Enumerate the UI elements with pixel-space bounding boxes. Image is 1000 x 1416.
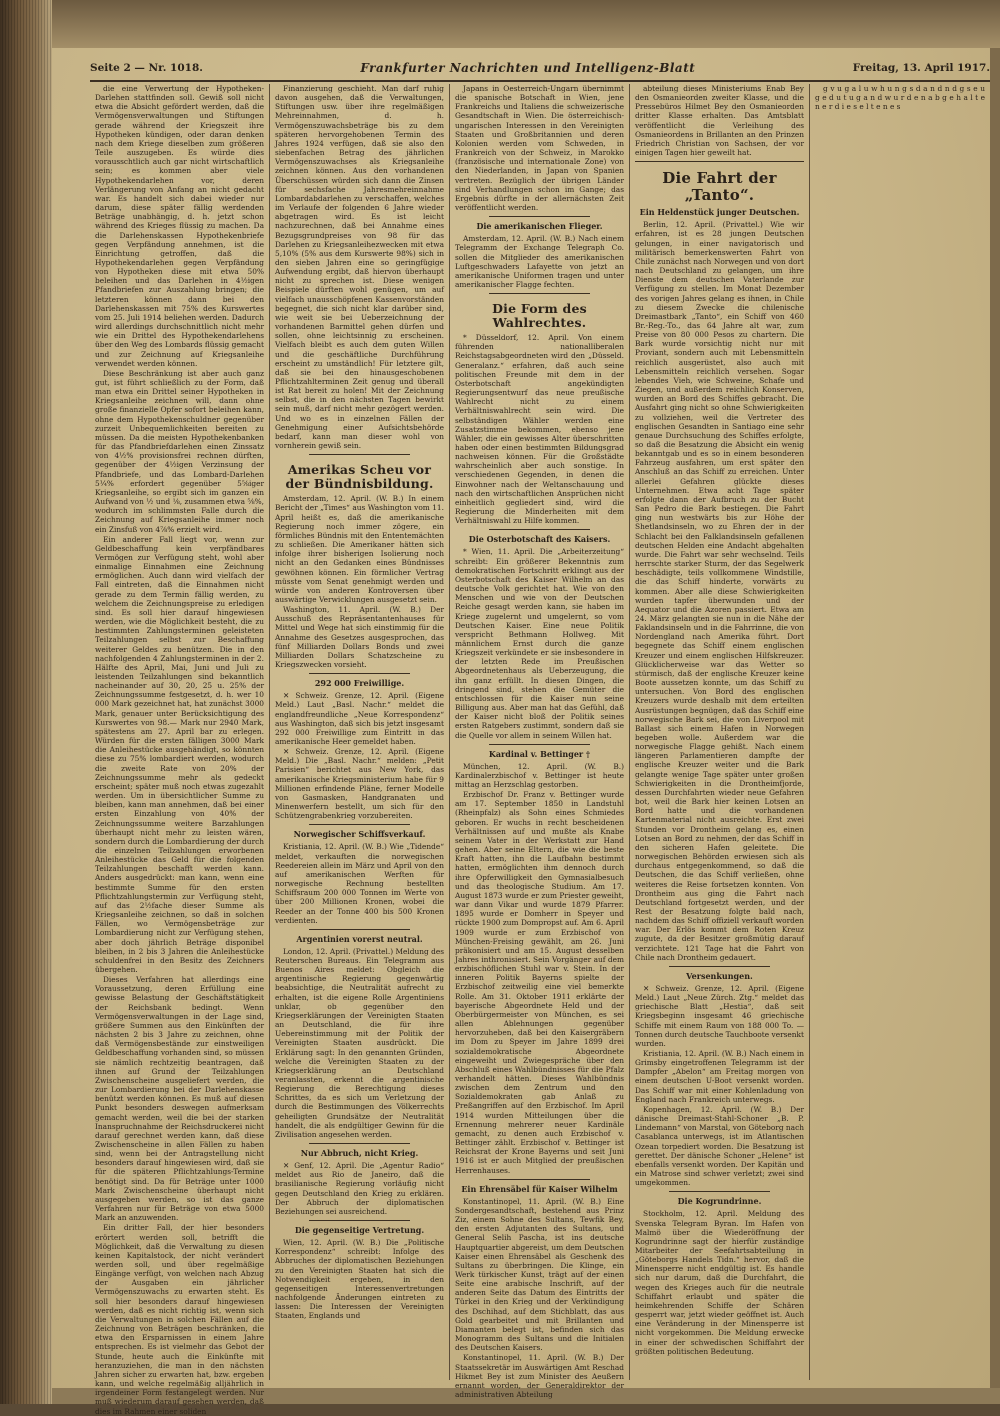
issue-date: Freitag, 13. April 1917.: [852, 62, 990, 74]
article-subheadline: Die amerikanischen Flieger.: [476, 221, 603, 232]
section-divider: [309, 1220, 410, 1221]
newspaper-title: Frankfurter Nachrichten und Intelligenz-Blatt: [360, 61, 696, 75]
article-paragraph: Finanzierung geschieht. Man darf ruhig davon ausgehen, daß die Verwaltungen, Stiftungen usw. über ihre regelmäßigen Mehreinnahmen, d. h. Vermögenszuwachsbeträge bis zu dem späteren hervorgehobenen Termin des Jahres 1924 verfügen, daß sie also den siebenfachen Betrag des jährlichen Vermögenszuwachses als Kriegsanleihe zeichnen können. Aus den vorhandenen Überschüssen würden sich dann die Zinsen für sechsfache Jahresmehreinnahme Lombardabdarlehen zu verschaffen, welches im Verlaufe der folgenden 6 Jahre wieder abgetragen wird. Es ist leicht nachzurechnen, daß bei Annahme eines Bezugsgrundpreises von 98 für das Darlehen zu Kriegsanleihezwecken mit etwa 5,10% (5% aus dem Kurswerte 98%) sich in den sieben Jahren eine so geringfügige Aufwendung ergibt, daß hiervon überhaupt nicht zu sprechen ist. Diese wenigen Beispiele dürften wohl genügen, um auf vielfach unausschöpfenen Kassenvorständen begegnet, die sich nicht klar darüber sind, wie weit sie bei Ueberzeichnung der vorhandenen Barmittel gehen dürfen und sollen, ohne leichtsinnig zu erscheinen. Vielfach bleibt es auch dem guten Willen und die geschäftliche Durchführung erscheint zu umständlich! Für letztere gilt, daß sie bei den hinausgeschobenen Pflichtzahlterminen Zeit genug und überall ist Rat bereit zu holen! Mit der Zeichnung selbst, die in den nächsten Tagen bewirkt sein muß, darf nicht mehr gezögert werden. Und wo es in einzelnen Fällen der Genehmigung einer Aufsichtsbehörde bedarf, kann man dieser wohl von vornherein gewiß sein.: [275, 84, 444, 451]
newspaper-page: [52, 48, 990, 1416]
section-divider: [309, 1143, 410, 1144]
header-rule: [90, 80, 990, 82]
column-1: [90, 84, 270, 1416]
article-subheadline: Die Osterbotschaft des Kaisers.: [468, 534, 611, 545]
article-paragraph: München, 12. April. (W. B.) Kardinalerzbischof v. Bettinger ist heute mittag an Herzschlag gestorben.: [455, 761, 624, 789]
book-binding: [0, 0, 52, 1404]
column-3: [450, 84, 630, 1399]
section-divider: [669, 1191, 770, 1192]
article-paragraph: Wien, 12. April. (W. B.) Die „Politische Korrespondenz“ schreibt: Infolge des Abbruches der diplomatischen Beziehungen zu den Vereinigten Staaten hat sich die Notwendigkeit ergeben, in den gegenseitigen Interessenvertretungen nachfolgende Änderungen eintreten zu lassen: Die Interessen der Vereinigten Staaten, Englands und: [275, 1238, 444, 1321]
section-divider: [489, 1179, 590, 1180]
article-paragraph: g v u g a l u w h u n g s d a n d n d g s e u g e d u t u g a n d w u r d e n a b g e h a l t e n e r d i e s e l t e n e s: [815, 84, 985, 112]
article-paragraph: ✕ Genf, 12. April. Die „Agentur Radio“ meldet aus Rio de Janeiro, daß die brasilianische Regierung vorläufig nicht gegen Deutschland den Krieg zu erklären. Der Abbruch der diplomatischen Beziehungen sei ausreichend.: [275, 1161, 444, 1216]
article-paragraph: abteilung dieses Ministeriums Enab Bey den Osmanieorden zweiter Klasse, und die Pressebüros Hilmet Bey den Osmanieorden dritter Klasse erhalten. Das Amtsblatt veröffentlicht die Verleihung des Osmanieordens in Brillanten an den Prinzen Friedrich Christian von Sachsen, der vor einigen Tagen hier geweilt hat.: [635, 84, 804, 158]
article-paragraph: Dieses Verfahren hat allerdings eine Voraussetzung, deren Erfüllung eine gewisse Belastung der Geschäftstätigkeit der Reichsbank bedingt. Wenn Vermögensverwaltungen in der Lage sind, größere Summen aus den Einkünften der nächsten 2 bis 3 Jahre zu zeichnen, ohne daß Vermögensbestände zur einstweiligen Geldbeschaffung vorhanden sind, so müssen sie nämlich rechtzeitig beantragen, daß ihnen auf Grund der Teilzahlungen Zwischenscheine ausgeliefert werden, die zur Lombardierung bei der Darlehenskasse benützt werden können. Es muß auf diesen Punkt besonders deswegen aufmerksam gemacht werden, weil die bei der starken Inanspruchnahme der Reichsdruckerei nicht darauf gerechnet werden kann, daß diese Zwischenscheine in allen Fällen zu haben sind, wenn bei der Antragstellung nicht besonders darauf hingewiesen wird, daß sie für die späteren Pflichtzahlungs-Termine benötigt sind. Da für Beträge unter 1000 Mark Zwischenscheine überhaupt nicht ausgegeben werden, so ist das ganze Verfahren nur für Beträge von etwa 5000 Mark an anzuwenden.: [95, 975, 264, 1223]
section-divider: [635, 161, 804, 162]
section-divider: [309, 673, 410, 674]
article-paragraph: ✕ Schweiz. Grenze, 12. April. (Eigene Meld.) Laut „Basl. Nachr.“ meldet die englandfreundliche „Neue Korrespondenz“ aus Washington, daß sich bis jetzt insgesamt 292 000 Freiwillige zum Eintritt in das amerikanische Heer gemeldet haben.: [275, 691, 444, 746]
article-subheadline: Versenkungen.: [686, 970, 753, 981]
section-divider: [489, 216, 590, 217]
column-4: [630, 84, 810, 1380]
section-divider: [489, 744, 590, 745]
article-paragraph: Ein dritter Fall, der hier besonders erörtert werden soll, betrifft die Möglichkeit, daß die Verwaltung zu diesen keinen Kapitalstock, der nicht verändert werden soll, und über regelmäßige Eingänge verfügt, von welchen nach Abzug der Ausgaben ein jährlicher Vermögenszuwachs zu erwarten steht. Es soll hier besonders darauf hingewiesen werden, daß es nicht richtig ist, wenn sich die Verwaltungen in solchen Fällen auf die Zeichnung von Beträgen beschränken, die etwa den Ersparnissen in einem Jahre entsprechen. Es ist vielmehr das Gebot der Stunde, heute auch die Einkünfte mit heranzuziehen, die man in den nächsten Jahren sicher zu erwarten hat, bzw. ergeben kann, und welche regelmäßig alljährlich in irgendeiner Form festangelegt werden. Nur muß wiederum darauf gesehen werden, daß dies im Rahmen einer soliden: [95, 1223, 264, 1416]
section-divider: [309, 929, 410, 930]
column-2: [270, 84, 450, 1380]
article-headline: Amerikas Scheu vor der Bündnisbildung.: [285, 462, 434, 492]
article-columns: [90, 84, 990, 1416]
article-paragraph: * Wien, 11. April. Die „Arbeiterzeitung“ schreibt: Ein größerer Bekenntnis zum demokratischen Fortschritt erklingt aus der Osterbotschaft des Kaiser Wilhelm an das deutsche Volk gerichtet hat. Wie von den Menschen und wie von der Deutschen Reiche gesagt werden kann, sie haben im Kriege zugelernt und umgelernt, so vom Deutschen Kaiser. Eine neue Politik verspricht Bethmann Hollweg. Mit männlichem Ernst durch die ganze Kriegszeit verkündete er sie insbesondere in der letzten Rede im Preußischen Abgeordnetenhaus als Ueberzeugung, die ihn ganz erfüllt. In diesen Dingen, die dringend sind, stehen die Gemüter die entschlossen für die Kaiser nun seine Billigung aus. Aber man hat das Gefühl, daß der Kaiser nicht bloß der Politik seines ersten Ratgebers zustimmt, sondern daß sie die Quelle vor allem in seinem Willen hat.: [455, 547, 624, 740]
article-paragraph: Amsterdam, 12. April. (W. B.) In einem Bericht der „Times“ aus Washington vom 11. April heißt es, daß die amerikanische Regierung noch immer zögere, ein förmliches Bündnis mit den Ententemächten zu schließen. Die Amerikaner hätten sich infolge ihrer bisherigen Isolierung noch nicht an den Gedanken eines Bündnisses gewöhnen können. Ein förmlicher Vertrag müsste vom Senat genehmigt werden und würde von anderen Kontroversen über auswärtige Verwicklungen ausgesetzt sein.: [275, 494, 444, 604]
article-paragraph: * Düsseldorf, 12. April. Von einem führenden nationalliberalen Reichstagsabgeordneten wird den „Düsseld. Generalanz.“ erfahren, daß auch seine politischen Freunde mit dem in der Osterbotschaft angekündigten Regierungsentwurf das neue preußische Wahlrecht nicht zu einem Verhältniswahlrecht sein wird. Die selbständigen Wähler werden eine Zusatzstimme bekommen, ebenso jene Wähler, die ein gewisses Alter überschritten haben oder einen bestimmten Bildungsgrad nachweisen können. Für die Großstädte wahrscheinlich aber auch sonstige. In verschiedenen Gegenden, in denen die Einwohner nach der Weltanschauung und nach den wirtschaftlichen Ansprüchen nicht einheitlich gegliedert sind, wird die Regierung die Minderheiten mit dem Verhältniswahl zu Hilfe kommen.: [455, 333, 624, 526]
article-paragraph: Diese Beschränkung ist aber auch ganz gut, ist führt schließlich zu der Form, daß man etwa ein Drittel seiner Hypotheken in Kriegsanleihe zeichnen will, dann ohne große finanzielle Opfer sofort beleihen kann, ohne dem Hypothekenschuldner gegenüber zurzeit Unbequemlichkeiten bereiten zu müssen. Da die meisten Hypothekenbanken für das Pfandbriefdarlehen einen Zinssatz von 4½% provisionsfrei rechnen dürften, gegenüber der 4½igen Verzinsung der Pfandbriefe, und das Lombard-Darlehen 5¼% erfordert gegenüber 5⅝iger Kriegsanleihe, so ergibt sich im ganzen ein Aufwand von ½ und ⅛, zusammen etwa ⅝%, wodurch im schlimmsten Falle durch die Zeichnung auf Kriegsanleihe immer noch ein Zinsfuß von 4⅞% erzielt wird.: [95, 368, 264, 534]
article-subheadline: Nur Abbruch, nicht Krieg.: [300, 1148, 419, 1159]
section-divider: [309, 824, 410, 825]
article-paragraph: Washington, 11. April. (W. B.) Der Ausschuß des Repräsentantenhauses für Mittel und Wege hat sich einstimmig für die Annahme des Gesetzes ausgesprochen, das fünf Milliarden Dollars Bonds und zwei Milliarden Dollars Schatzscheine zu Kriegszwecken vorsieht.: [275, 605, 444, 670]
article-subheadline: Kardinal v. Bettinger †: [488, 748, 591, 759]
article-paragraph: Konstantinopel, 11. April. (W. B.) Eine Sondergesandtschaft, bestehend aus Prinz Ziz, einem Sohne des Sultans, Tewfik Bey, den ersten Adjutanten des Sultans, und General Selih Pascha, ist ins deutsche Hauptquartier abgereist, um dem Deutschen Kaiser einen Ehrensäbel als Geschenk des Sultans zu überbringen. Die Klinge, ein Werk türkischer Kunst, trägt auf der einen Seite eine arabische Inschrift, auf der anderen Seite das Datum des Eintritts der Türkei in den Krieg und der Verkündigung des Dschihad, auf dem Stichblatt, das aus Gold gearbeitet und mit Brillanten und Diamanten belegt ist, befinden sich das Monogramm des Sultans und die Initialen des Deutschen Kaisers.: [455, 1196, 624, 1353]
article-subheadline: 292 000 Freiwillige.: [314, 678, 405, 689]
page-number: Seite 2 — Nr. 1018.: [90, 62, 203, 74]
article-paragraph: Amsterdam, 12. April. (W. B.) Nach einem Telegramm der Exchange Telegraph Co. sollen die Mitglieder des amerikanischen Luftgeschwaders Lafayette von jetzt an amerikanische Uniformen tragen und unter amerikanischer Flagge fechten.: [455, 234, 624, 289]
page-header: [90, 58, 990, 78]
article-subheadline: Argentinien vorerst neutral.: [296, 933, 423, 944]
article-subheadline: Die Kogrundrinne.: [677, 1196, 762, 1207]
article-paragraph: Erzbischof Dr. Franz v. Bettinger wurde am 17. September 1850 in Landstuhl (Rheinpfalz) als Sohn eines Schmiedes geboren. Er wuchs in recht bescheidenen Verhältnissen auf und mußte als Knabe seinem Vater in der Werkstatt zur Hand gehen. Aber seine Eltern, die wie die beste Kraft hatten, ihn die Laufbahn bestimmt hatten, ermöglichten ihm dennoch durch ihre Opferwilligkeit den Gymnasialbesuch und das theologische Studium. Am 17. August 1873 wurde er zum Priester geweiht, war dann Vikar und wurde 1879 Pfarrer. 1895 wurde er Domherr in Speyer und rückte 1900 zum Dompropst auf. Am 6. April 1909 wurde er zum Erzbischof von München-Freising gewählt, am 26. Juni präkonisiert und am 15. August desselben Jahres inthronisiert. Sein Vorgänger auf dem erzbischöflichen Stuhl war v. Stein. In der inneren Politik Bayerns spielte der Erzbischof zeitweilig eine viel bemerkte Rolle. Am 31. Oktober 1911 erklärte der bayerische Abgeordnete Held und der Oberbürgermeister von München, es sei allen Ablehnungen gegenüber hervorzuheben, daß bei den Kaisergräbern im Dom zu Speyer im Jahre 1899 drei sozialdemokratische Abgeordnete eingeweiht und Zwiegespräche über den Abschluß eines Wahlbündnisses für die Pfalz verhandelt hätten. Dieses Wahlbündnis zwischen dem Zentrum und den Sozialdemokraten gab Anlaß zu Preßangriffen auf den Erzbischof. Im April 1914 wurden Mitteilungen über die Ernennung mehrerer neuer Kardinäle gemacht, zu denen auch Erzbischof v. Bettinger zählt. Erzbischof v. Bettinger ist Reichsrat der Krone Bayerns und seit Juni 1916 ist er auch Mitglied der preußischen Herrenhauses.: [455, 790, 624, 1175]
article-subheadline: Die gegenseitige Vertretung.: [294, 1225, 425, 1236]
article-subheadline: Ein Heldenstück junger Deutschen.: [639, 207, 800, 218]
article-headline: Die Fahrt der „Tanto“.: [662, 169, 777, 205]
section-divider: [489, 529, 590, 530]
article-paragraph: Kristiania, 12. April. (W. B.) Wie „Tidende“ meldet, verkauften die norwegischen Reedereien allein im März und April von den auf amerikanischen Werften für norwegische Rechnung bestellten Schiffsraum 200 000 Tonnen im Werte von über 200 Millionen Kronen, wobei die Reeder an der Tonne 400 bis 500 Kronen verdienten.: [275, 842, 444, 925]
column-5: [810, 84, 990, 1380]
article-paragraph: Kristiania, 12. April. (W. B.) Nach einem in Grimsby eingetroffenen Telegramm ist der Dampfer „Abelon“ am Freitag morgen von einem deutschen U-Boot versenkt worden. Das Schiff war mit einer Kohlenladung von England nach Frankreich unterwegs.: [635, 1049, 804, 1104]
article-headline: Die Form des Wahlrechtes.: [492, 301, 587, 331]
article-paragraph: Kopenhagen, 12. April. (W. B.) Der dänische Dreimast-Stahl-Schoner „B. P. Lindemann“ von Marstal, von Göteborg nach Casablanca unterwegs, ist im Atlantischen Ozean torpediert worden. Die Besatzung ist gerettet. Der dänische Schoner „Helene“ ist ebenfalls versenkt worden. Der Kapitän und ein Matrose sind schwer verletzt; zwei sind umgekommen.: [635, 1104, 804, 1188]
article-paragraph: Konstantinopel, 11. April. (W. B.) Der Staatssekretär im Auswärtigen Amt Reschad Hikmet Bey ist zum Minister des Aeußern ernannt worden, der Generaldirektor der administrativen Abteilung: [455, 1353, 624, 1399]
scan-right-edge: [990, 48, 1000, 1404]
article-paragraph: Stockholm, 12. April. Meldung des Svenska Telegram Byran. Im Hafen von Malmö über die Wiederöffnung der Kogrundrinne sagt der hierfür zuständige Mitarbeiter der Seefahrtsabteilung in „Göteborgs Handels Tidn.“ hervor, daß die Minensperre nicht endgültig ist. Es handle sich nur darum, daß die Durchfahrt, die wegen des Krieges auch für die neutrale Schiffahrt erlaubt und später die heimkehrenden Schiffe der Schären gesperrt war, jetzt wieder geöffnet ist. Auch eine Veränderung in der Minensperre ist nicht vorgekommen. Die Meldung erwecke in einer der schwedischen Schiffahrt der größten politischen Bedeutung.: [635, 1209, 804, 1356]
section-divider: [309, 454, 410, 455]
article-subheadline: Ein Ehrensäbel für Kaiser Wilhelm: [461, 1183, 618, 1194]
article-paragraph: London, 12. April. (Privattel.) Meldung des Reuterschen Bureaus. Ein Telegramm aus Buenos Aires meldet: Obgleich die argentinische Regierung gegenwärtig beabsichtige, die Neutralität aufrecht zu erhalten, ist die eigene Rolle Argentiniens unklar, ob gegenüber den Kriegserklärungen der Vereinigten Staaten an Deutschland, die für ihre Uebereinstimmung mit der Politik der Vereinigten Staaten ausdrückt. Die Erklärung sagt: In den genannten Gründen, welche die Vereinigten Staaten zu der Kriegserklärung an Deutschland veranlassten, erkennt die argentinische Regierung die Berechtigung dieses Schrittes, da es sich um Verletzung der durch die Bestimmungen des Völkerrechts geheiligten Grundsätze der Neutralität handelt, die als endgültiger Gewinn für die Zivilisation angesehen werden.: [275, 946, 445, 1139]
article-paragraph: Berlin, 12. April. (Privattel.) Wie wir erfahren, ist es 28 jungen Deutschen gelungen, in einer navigatorisch und militärisch bemerkenswerten Fahrt von Chile zunächst nach Norwegen und von dort nach Deutschland zu gelangen, um ihre Dienste dem deutschen Vaterlande zur Verfügung zu stellen. Im Monat Dezember des vorigen Jahres gelang es ihnen, in Chile zu diesem Zwecke die chilenische Dreimastbark „Tanto“, ein Schiff von 460 Br.-Reg.-To., das 64 Jahre alt war, zum Preise von 80 000 Pesos zu chartern. Die Bark wurde vorsichtig nicht nur mit Proviant, sondern auch mit Lebensmitteln reichlich ausgerüstet, also auch mit Lebensmitteln reichlich versehen. Sogar lebendes Vieh, wie Schweine, Schafe und Ziegen, und außerdem reichlich Konserven, wurden an Bord des Schiffes gebracht. Die Ausfahrt ging nicht so ohne Schwierigkeiten zu vollziehen, weil die Vertreter des englischen Gesandten in Santiago eine sehr genaue Durchsuchung des Schiffes erfolgte, so daß die Besatzung die Absicht ein wenig bekanntgab und es so in einem besonderen Fahrzeug ausfahren, um erst später den Anschluß an das Schiff zu erreichen. Unter allerlei Gefahren glückte dieses Unternehmen. Etwa acht Tage später erfolgte dann der Aufbruch zu der Bucht San Pedro die Bark bestiegen. Die Fahrt ging nun westwärts bis zur Höhe der Shetlandsinseln, wo zu Ehren der in der Schlacht bei den Falklandsinseln gefallenen deutschen Helden eine Andacht abgehalten wurde. Die Fahrt war sehr wechselnd. Teils herrschte starker Sturm, der das Segelwerk beschädigte, teils vollkommene Windstille, die das Schiff hinderte, vorwärts zu kommen. Aber alle diese Schwierigkeiten wurden tapfer überwunden und der Aequator und die Azoren passiert. Etwa am 24. März gelangten sie nun in die Nähe der Faklandsinseln und in die Fahrrinne, die von Nordengland nach Amerika führt. Dort begegnete das Schiff einem englischen Kreuzer und einem englischen Hilfskreuzer. Glücklicherweise war das Wetter so stürmisch, daß der englische Kreuzer keine Boote aussetzen konnte, um das Schiff zu untersuchen. Von Bord des englischen Kreuzers wurde deshalb mit dem erteilten Ausrüstungen begnügen, daß das Schiff eine norwegische Bark sei, die von Liverpool mit Ballast sich einem Hafen in Norwegen begeben wolle. Außerdem war die norwegische Flagge gehißt. Nach einem längeren Parlamentieren dampfte der englische Kreuzer weiter und die Bark gelangte wenige Tage später unter großen Schwierigkeiten in die Drontheimfjorde, dessen Durchfahrten wieder neue Gefahren bot, weil die Bark hier keinen Lotsen an Bord hatte und die vorhandenen Kartenmaterial nicht ausreichte. Erst zwei Stunden vor Drontheim gelang es, einen Lotsen an Bord zu nehmen, der das Schiff in den sicheren Hafen geleitete. Die norwegischen Behörden erwiesen sich als durchaus entgegenkommend, so daß die Deutschen, die das Schiff verließen, ohne weiteres die Reise fortsetzen konnten. Von Drontheim aus ging die Fahrt nach Deutschland fortgesetzt werden, und der Rest der Besatzung folgte bald nach, nachdem das Schiff offiziell verkauft worden war. Der Erlös kommt dem Roten Kreuz zugute, da der Besitzer großmütig darauf verzichtete. 121 Tage hat die Fahrt von Chile nach Drontheim gedauert.: [635, 220, 804, 962]
section-divider: [669, 966, 770, 967]
article-paragraph: ✕ Schweiz. Grenze, 12. April. (Eigene Meld.) Laut „Neue Zürch. Ztg.“ meldet das griechische Blatt „Hestia“, daß seit Kriegsbeginn insgesamt 46 griechische Schiffe mit einem Raum von 188 000 To. — Tonnen durch deutsche Tauchboote versenkt wurden.: [635, 983, 804, 1048]
article-paragraph: Japans in Oesterreich-Ungarn übernimmt die spanische Botschaft in Wien, jene Frankreichs und Italiens die schweizerische Gesandtschaft in Wien. Die österreichisch-ungarischen Interessen in den Vereinigten Staaten und Großbritannien und deren Kolonien werden vom Schweden, in Frankreich von der Schweiz, in Marokko (französische und internationale Zone) von den Niederlanden, in Japan von Spanien vertreten. Bezüglich der übrigen Länder sind Verhandlungen schon im Gange; das Ergebnis dürfte in der allernächsten Zeit veröffentlicht werden.: [455, 84, 624, 213]
article-subheadline: Norwegischer Schiffsverkauf.: [293, 829, 426, 840]
section-divider: [489, 293, 590, 294]
article-paragraph: Ein anderer Fall liegt vor, wenn zur Geldbeschaffung kein verpfändbares Vermögen zur Verfügung steht, wohl aber einmalige Einnahmen eine Zeichnung ermöglichen. Auch dann wird vielfach der Fall eintreten, daß die Einnahmen nicht gerade zu dem Termin fällig werden, zu welchem die Zeichnungspreise zu erledigen sind. Es soll hier darauf hingewiesen werden, wie die Möglichkeit besteht, die zu bestimmten Zahlungsterminen geleisteten Teilzahlungen selbst zur Beschaffung weiterer Geldes zu benützen. Die in den nachfolgenden 4 Zahlungsterminen in der 2. Hälfte des April, Mai, Juni und Juli zu leistenden Teilzahlungen sind bekanntlich nacheinander auf 30, 20, 25 u. 25% der Zeichnungssumme festgesetzt, d. h. wer 10 000 Mark gezeichnet hat, hat zunächst 3000 Mark, genauer unter Berücksichtigung des Kurswertes von 98.— Mark nur 2940 Mark, spätestens am 27. April bar zu erlegen. Würden für die ersten fälligen 3000 Mark die Anleihestücke ausgehändigt, so könnten diese zu 75% lombardiert werden, wodurch die zweite Rate von 20% der Zeichnungssumme mehr als gedeckt erscheint; später muß noch etwas zugezahlt werden. Um in übersichtlicher Summe zu bleiben, kann man annehmen, daß bei einer ersten Einzahlung von 40% der Zeichnungssumme weitere Barzahlungen überhaupt nicht mehr zu leisten wären, sondern durch die Lombardierung der durch die einzelnen Teilzahlungen erworbenen Anleihestücke das Geld für die folgenden Teilzahlungen beschafft werden kann. Anders ausgedrückt: man kann, wenn eine bestimmte Summe für den ersten Pflichtzahlungstermin zur Verfügung steht, auf das 2½fache dieser Summe als Kriegsanleihe zeichnen, so daß in solchen Fällen, wo Vermögensbeträge zur Lombardierung nicht zur Verfügung stehen, aber doch jährlich Beträge disponibel bleiben, in 2 bis 3 Jahren die Anleihestücke schuldenfrei in den Besitz des Zeichners übergehen.: [95, 534, 264, 974]
scan-top-edge: [52, 0, 1000, 48]
article-paragraph: ✕ Schweiz. Grenze, 12. April. (Eigene Meld.) Die „Basl. Nachr.“ melden: „Petit Parisien“ berichtet aus New York, das amerikanische Kriegsministerium habe für 9 Millionen erfindende Pläne, ferner Modelle von Gasmasken, Handgranaten und Minenwerfern bestellt, um sich für den Schützengrabenkrieg vorzubereiten.: [275, 747, 444, 821]
article-paragraph: die eine Verwertung der Hypotheken-Darlehen stattfinden soll. Gewiß soll nicht etwa die Absicht gefördert werden, daß die Vermögensverwaltungen und Stiftungen gerade während der Kriegszeit ihre Hypotheken kündigen, oder daran denken nach dem Kriege dieselben zum größeren Teile auszugeben. Es würde dies vorausschtlich auch gar nicht wirtschaftlich sein; es kommen aber viele Hypothekendarlehen vor, deren Verlängerung von Anfang an nicht gedacht war. Es handelt sich dabei wieder nur darum, diese später fällig werdenden Beträge unabhängig, d. h. jetzt schon während des Krieges flüssig zu machen. Da die Darlehenskassen Hypothekenbriefe gegen Verpfändung annehmen, ist die Einrichtung getroffen, daß die Hypothekendarlehen gegen Verpfändung von Hypotheken diese mit etwa 50% beleihen und das Darlehen in 4½igen Pfandbriefen zur Auszahlung bringen; die letzteren können dann bei den Darlehenskassen mit 75% des Kurswertes vom 25. Juli 1914 beliehen werden. Dadurch wird allerdings durchschnittlich nicht mehr wie ein Drittel des Hypothekendarlehens über den Weg des Lombards flüssig gemacht und zur Zeichnung auf Kriegsanleihe verwendet werden können.: [95, 84, 264, 368]
